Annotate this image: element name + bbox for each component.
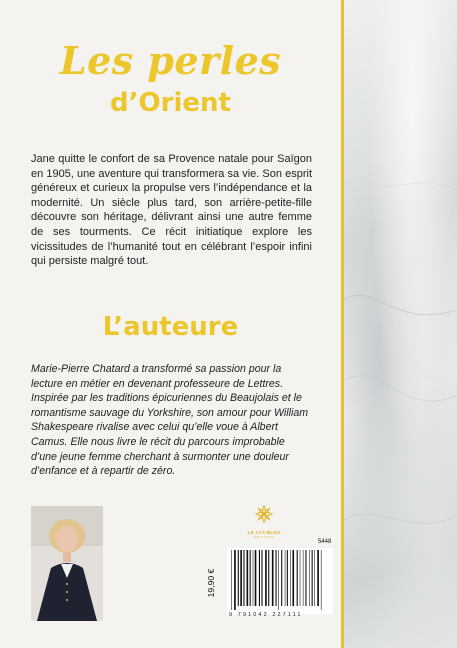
barcode-bar — [287, 550, 288, 606]
barcode-bar — [272, 550, 274, 606]
author-photo — [31, 506, 103, 621]
barcode-bar — [234, 550, 236, 610]
marble-veins — [344, 0, 457, 648]
book-title-line1: Les perles — [59, 38, 282, 83]
barcode-bar — [281, 550, 282, 606]
publisher-logo — [246, 504, 282, 539]
barcode-bar — [240, 550, 242, 606]
barcode-bar — [305, 550, 306, 606]
marble-texture-panel — [344, 0, 457, 648]
barcode-bar — [297, 550, 298, 606]
barcode-bar — [312, 550, 313, 606]
publisher-name: LE LYS BLEU — [247, 530, 281, 535]
barcode-bar — [303, 550, 304, 606]
barcode-bar — [314, 550, 315, 606]
barcode — [227, 548, 333, 614]
synopsis-text: Jane quitte le confort de sa Provence natale pour Saïgon en 1905, une aventure qui transformera sa vie. Son esprit généreux et curieux la propulse vers l’indépendance et la modernité. Un siècle plus tard, son arrière-petite-fille découvre son héritage, délivrant ainsi une autre femme de ses tourments. Ce récit initiatique explore les vicissitudes de l’humanité tout en célébrant l’espoir infini qui persiste malgré tout. — [31, 153, 312, 268]
barcode-bar — [317, 550, 319, 606]
price-label — [199, 556, 223, 610]
author-heading: L’auteure — [102, 312, 239, 342]
barcode-bar — [290, 550, 291, 606]
barcode-bar — [261, 550, 262, 606]
author-bio: Marie-Pierre Chatard a transformé sa passion pour la lecture en métier en devenant professeure de Lettres. Inspirée par les traditions épicuriennes du Beaujolais et le romantisme sauvage du Yorkshire, son amour pour William Shakespeare rivalise avec celui qu’elle voue à Albert Camus. Elle nous livre le récit du parcours improbable d’une jeune femme cherchant à surmonter une douleur d’enfance et à repartir de zéro. — [31, 363, 309, 478]
lily-flower-icon — [254, 504, 274, 524]
barcode-bar — [265, 550, 267, 606]
barcode-bar — [268, 550, 269, 606]
price-text: 19,90 € — [206, 568, 216, 598]
barcode-bar — [238, 550, 239, 606]
barcode-digits: 9 791042 227111 — [229, 612, 303, 618]
barcode-bar — [309, 550, 310, 606]
barcode-bar — [276, 550, 277, 606]
barcode-bar — [285, 550, 286, 606]
publisher-subtitle: ÉDITIONS — [253, 535, 275, 539]
barcode-bar — [300, 550, 301, 606]
barcode-bar — [292, 550, 294, 606]
barcode-bar — [247, 550, 249, 606]
book-title-line2: d’Orient — [110, 88, 231, 118]
barcode-bar — [243, 550, 244, 606]
barcode-bars — [227, 548, 333, 610]
barcode-bar — [278, 550, 279, 610]
barcode-bar — [255, 550, 257, 606]
barcode-bar — [231, 550, 232, 610]
barcode-bar — [250, 550, 251, 606]
author-portrait-illustration — [31, 506, 103, 621]
barcode-bar — [321, 550, 322, 610]
barcode-bar — [259, 550, 260, 606]
book-code: 5448 — [318, 539, 332, 545]
barcode-bar — [253, 550, 254, 606]
